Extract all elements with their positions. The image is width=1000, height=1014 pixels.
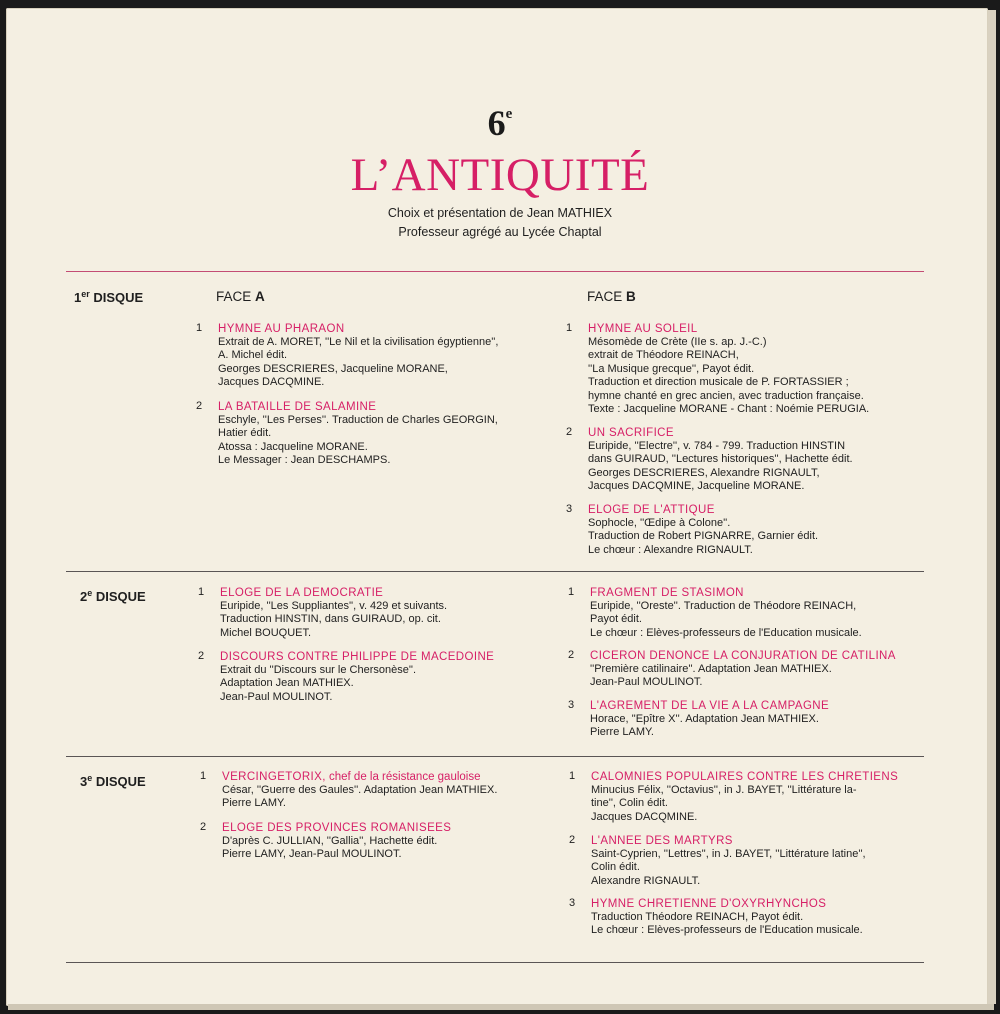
track-credit: Pierre LAMY.: [222, 797, 286, 810]
track-title: HYMNE AU PHARAON: [218, 323, 345, 335]
track-number: 2: [196, 400, 203, 412]
track: [566, 426, 938, 494]
track-number: 1: [200, 770, 207, 782]
track-number: 1: [568, 586, 575, 598]
track-credit: Euripide, ''Les Suppliantes'', v. 429 et suivants.: [220, 600, 448, 612]
disc-label: 1er DISQUE: [74, 289, 144, 305]
page-title: L’ANTIQUITÉ: [350, 149, 650, 201]
track-title: ELOGE DE LA DEMOCRATIE: [220, 587, 384, 599]
track-credit: Georges DESCRIERES, Alexandre RIGNAULT,: [588, 466, 820, 479]
track-title: DISCOURS CONTRE PHILIPPE DE MACEDOINE: [220, 651, 495, 663]
track-credit: Traduction et direction musicale de P. FORTASSIER ;: [588, 376, 849, 389]
face-b-heading: FACE B: [587, 289, 636, 304]
track: [200, 821, 572, 862]
track: [198, 650, 570, 704]
track-number: 2: [569, 834, 576, 846]
track-credit: ''Première catilinaire''. Adaptation Jean MATHIEX.: [590, 663, 832, 675]
track-number: 1: [569, 770, 576, 782]
disc-label: 2e DISQUE: [80, 588, 146, 604]
track: [200, 770, 572, 811]
track-title: CALOMNIES POPULAIRES CONTRE LES CHRETIENS: [591, 771, 899, 783]
track-credit: César, ''Guerre des Gaules''. Adaptation Jean MATHIEX.: [222, 784, 498, 796]
track-credit: Alexandre RIGNAULT.: [591, 874, 701, 887]
track-title: FRAGMENT DE STASIMON: [590, 587, 744, 599]
track: [198, 586, 570, 640]
track-title: HYMNE CHRETIENNE D'OXYRHYNCHOS: [591, 898, 827, 910]
track-credit: D'après C. JULLIAN, ''Gallia'', Hachette édit.: [222, 835, 438, 847]
track-credit: Jacques DACQMINE.: [218, 376, 325, 389]
track-title: ELOGE DES PROVINCES ROMANISEES: [222, 822, 452, 834]
track-title: CICERON DENONCE LA CONJURATION DE CATILINA: [590, 650, 896, 662]
track-credit: Sophocle, ''Œdipe à Colone''.: [588, 517, 731, 529]
track-credit: Payot édit.: [590, 613, 642, 626]
track-number: 1: [196, 322, 203, 334]
credit-author: Choix et présentation de Jean MATHIEX: [387, 206, 613, 220]
track-title: HYMNE AU SOLEIL: [588, 323, 698, 335]
divider: [66, 571, 924, 572]
track-number: 2: [566, 426, 573, 438]
track-credit: Extrait du ''Discours sur le Chersonèse''.: [220, 664, 417, 676]
track-title: ELOGE DE L'ATTIQUE: [588, 504, 715, 516]
track-credit: Pierre LAMY, Jean-Paul MOULINOT.: [222, 848, 402, 861]
track-credit: Le chœur : Elèves-professeurs de l'Education musicale.: [591, 924, 863, 937]
track-title: VERCINGETORIX, chef de la résistance gauloise: [222, 771, 481, 783]
track-credit: tine'', Colin édit.: [591, 797, 668, 810]
track-credit: Jacques DACQMINE, Jacqueline MORANE.: [588, 480, 805, 493]
track-credit: Traduction HINSTIN, dans GUIRAUD, op. cit.: [220, 613, 441, 626]
track-number: 3: [568, 699, 575, 711]
track-number: 1: [566, 322, 573, 334]
track-credit: Mésomède de Crète (IIe s. ap. J.-C.): [588, 336, 767, 348]
track-credit: dans GUIRAUD, ''Lectures historiques'', Hachette édit.: [588, 453, 853, 466]
track-number: 3: [566, 503, 573, 515]
track-credit: Jacques DACQMINE.: [591, 810, 698, 823]
credit-affiliation: Professeur agrégé au Lycée Chaptal: [398, 225, 602, 239]
track-credit: Texte : Jacqueline MORANE - Chant : Noémie PERUGIA.: [588, 403, 870, 416]
track: [196, 322, 568, 390]
track-credit: Colin édit.: [591, 861, 640, 874]
track-credit: hymne chanté en grec ancien, avec traduction française.: [588, 389, 864, 402]
track-credit: A. Michel édit.: [218, 349, 288, 362]
track: [569, 834, 941, 888]
track-credit: Traduction Théodore REINACH, Payot édit.: [591, 911, 804, 923]
track-credit: Minucius Félix, ''Octavius'', in J. BAYET, ''Littérature la-: [591, 784, 857, 796]
track: [566, 503, 938, 557]
track-number: 2: [198, 650, 205, 662]
track-number: 2: [200, 821, 207, 833]
track-credit: Le Messager : Jean DESCHAMPS.: [218, 454, 391, 467]
track-number: 2: [568, 649, 575, 661]
divider: [66, 756, 924, 757]
track-credit: Jean-Paul MOULINOT.: [220, 690, 333, 703]
track-credit: Hatier édit.: [218, 427, 272, 440]
track-credit: Eschyle, ''Les Perses''. Traduction de Charles GEORGIN,: [218, 414, 498, 426]
track-credit: Horace, ''Epître X''. Adaptation Jean MATHIEX.: [590, 713, 819, 725]
track-credit: ''La Musique grecque'', Payot édit.: [588, 362, 755, 375]
track: [196, 400, 568, 468]
track: [568, 699, 940, 740]
track-title: L'ANNEE DES MARTYRS: [591, 835, 733, 847]
track: [566, 322, 938, 416]
track-title: UN SACRIFICE: [588, 427, 674, 439]
track-credit: Le chœur : Elèves-professeurs de l'Education musicale.: [590, 626, 862, 639]
track: [569, 770, 941, 824]
track-number: 3: [569, 897, 576, 909]
track-credit: Traduction de Robert PIGNARRE, Garnier édit.: [588, 530, 819, 543]
track-credit: Le chœur : Alexandre RIGNAULT.: [588, 543, 753, 556]
track: [569, 897, 941, 938]
track-title: LA BATAILLE DE SALAMINE: [218, 401, 377, 413]
track-credit: Euripide, ''Oreste''. Traduction de Théodore REINACH,: [590, 600, 857, 612]
face-a-heading: FACE A: [216, 289, 265, 304]
track: [568, 586, 940, 640]
track-title: L'AGREMENT DE LA VIE A LA CAMPAGNE: [590, 700, 830, 712]
grade-level: 6e: [487, 103, 513, 143]
disc-label: 3e DISQUE: [80, 773, 146, 789]
track-credit: Pierre LAMY.: [590, 726, 654, 739]
track-credit: Georges DESCRIERES, Jacqueline MORANE,: [218, 362, 448, 375]
track-credit: Michel BOUQUET.: [220, 626, 312, 639]
track: [568, 649, 940, 690]
track-number: 1: [198, 586, 205, 598]
track-credit: Adaptation Jean MATHIEX.: [220, 677, 354, 690]
track-credit: Atossa : Jacqueline MORANE.: [218, 440, 368, 453]
track-credit: Euripide, ''Electre'', v. 784 - 799. Traduction HINSTIN: [588, 440, 846, 452]
divider: [66, 962, 924, 963]
track-credit: Extrait de A. MORET, ''Le Nil et la civilisation égyptienne'',: [218, 336, 499, 348]
track-credit: Jean-Paul MOULINOT.: [590, 676, 703, 689]
track-credit: extrait de Théodore REINACH,: [588, 349, 739, 362]
track-credit: Saint-Cyprien, ''Lettres'', in J. BAYET, ''Littérature latine'',: [591, 848, 866, 860]
divider: [66, 271, 924, 272]
